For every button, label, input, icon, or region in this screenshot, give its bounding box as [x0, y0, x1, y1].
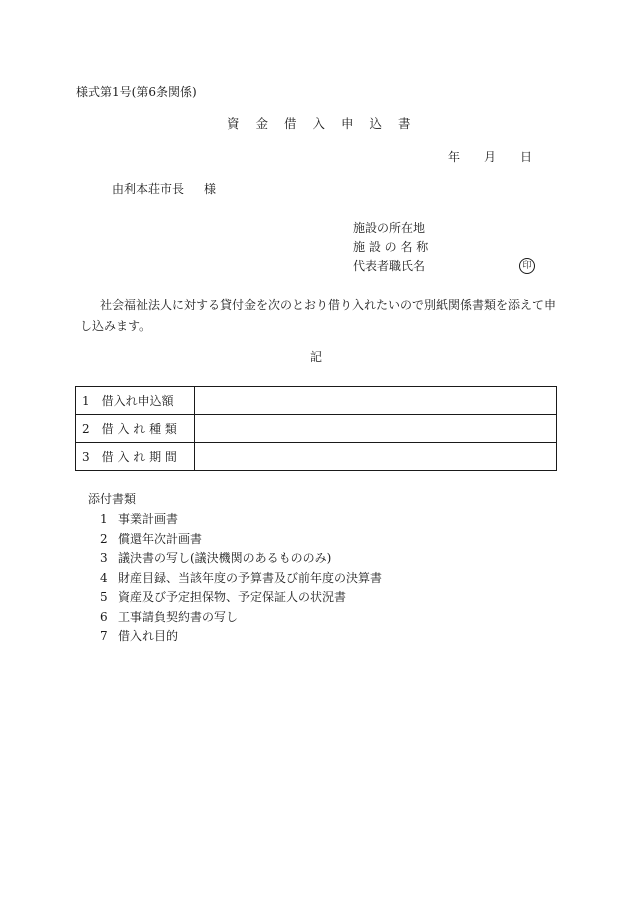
loan-details-table: [75, 386, 557, 471]
addressee: [112, 183, 216, 195]
date-year: 年: [448, 150, 461, 164]
attachments-heading: 添付書類: [88, 492, 137, 506]
date-day: 日: [520, 150, 533, 164]
form-number: 様式第1号(第6条関係): [76, 85, 197, 99]
ki-heading: 記: [310, 350, 323, 364]
representative-label: 代表者職氏名: [353, 259, 426, 273]
row-value-amount[interactable]: [195, 387, 557, 415]
row-value-type[interactable]: [195, 415, 557, 443]
list-item: 3 議決書の写し(議決機関のあるもののみ): [100, 551, 332, 565]
table-row: [76, 415, 557, 443]
list-item: 6 工事請負契約書の写し: [100, 609, 239, 624]
list-item: 4 財産目録、当該年度の予算書及び前年度の決算書: [100, 570, 383, 585]
table-row: [76, 443, 557, 471]
list-item: 5 資産及び予定担保物、予定保証人の状況書: [100, 590, 347, 604]
list-item: 1 事業計画書: [100, 512, 179, 526]
list-item: 2 償還年次計画書: [100, 531, 203, 546]
row-label-type: 2 借 入 れ 種 類: [76, 415, 195, 443]
date-month: 月: [484, 150, 497, 164]
facility-name-label: 施 設 の 名 称: [353, 240, 429, 254]
row-label-period: 3 借 入 れ 期 間: [76, 443, 195, 471]
seal-mark: 印: [519, 258, 535, 274]
document-title: 資金借入申込書: [227, 116, 427, 131]
date-line: [448, 151, 532, 163]
facility-address-label: 施設の所在地: [353, 221, 426, 235]
row-label-amount: 1 借入れ申込額: [76, 387, 195, 415]
attachments-list: [100, 510, 382, 647]
list-item: 7 借入れ目的: [100, 629, 179, 643]
applicant-block: [353, 219, 428, 276]
table-row: [76, 387, 557, 415]
body-text: 社会福祉法人に対する貸付金を次のとおり借り入れたいので別紙関係書類を添えて申し込みます。: [80, 298, 557, 333]
addressee-honorific: 様: [204, 182, 217, 196]
row-value-period[interactable]: [195, 443, 557, 471]
addressee-name: 由利本荘市長: [112, 182, 185, 196]
